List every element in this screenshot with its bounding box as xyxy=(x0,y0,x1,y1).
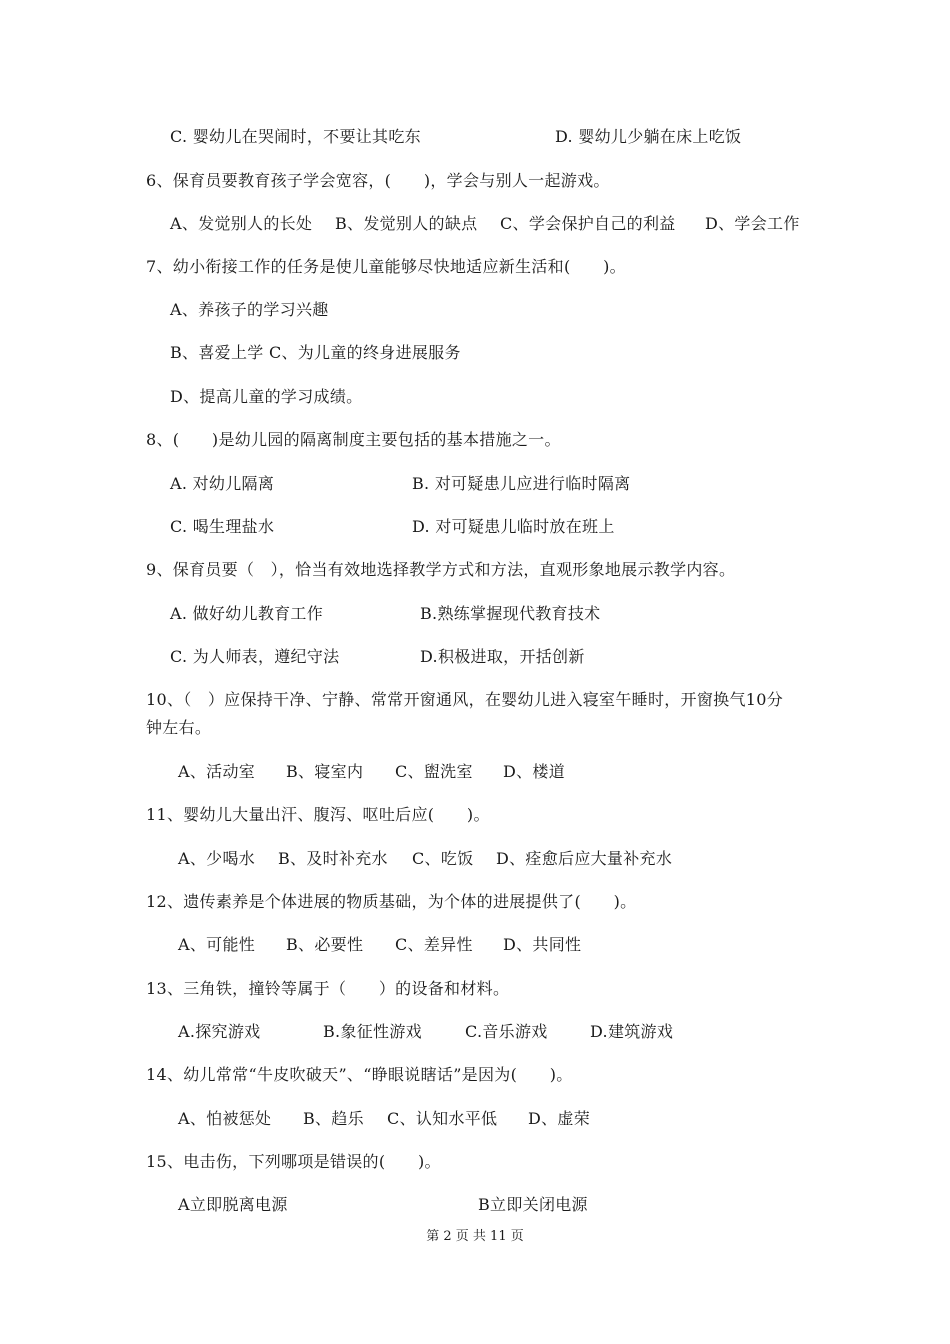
option-text: A、养孩子的学习兴趣 xyxy=(170,300,329,319)
page-footer: 第 2 页 共 11 页 xyxy=(426,1229,524,1244)
option-text: B.熟练掌握现代教育技术 xyxy=(420,604,601,623)
option-text: C、盥洗室 xyxy=(395,762,473,781)
question-text: 9、保育员要（ ），恰当有效地选择教学方式和方法，直观形象地展示教学内容。 xyxy=(146,560,736,579)
question-text: 10、（ ）应保持干净、宁静、常常开窗通风，在婴幼儿进入寝室午睡时，开窗换气10分 xyxy=(146,690,784,709)
option-text: B、必要性 xyxy=(286,935,364,954)
option-text: C.音乐游戏 xyxy=(465,1022,548,1041)
option-text: B.象征性游戏 xyxy=(323,1022,422,1041)
option-text: A、少喝水 xyxy=(178,849,256,868)
option-text: C. 喝生理盐水 xyxy=(170,517,275,536)
question-text: 7、幼小衔接工作的任务是使儿童能够尽快地适应新生活和( )。 xyxy=(146,257,626,276)
question-text: 11、婴幼儿大量出汗、腹泻、呕吐后应( )。 xyxy=(146,805,490,824)
option-text: A、活动室 xyxy=(178,762,256,781)
option-text: D. 对可疑患儿临时放在班上 xyxy=(412,517,615,536)
option-text: B立即关闭电源 xyxy=(478,1195,588,1214)
option-text: A、怕被惩处 xyxy=(178,1109,272,1128)
question-text: 6、保育员要教育孩子学会宽容，( )，学会与别人一起游戏。 xyxy=(146,171,610,190)
option-text: A.探究游戏 xyxy=(178,1022,261,1041)
option-text: A立即脱离电源 xyxy=(178,1195,288,1214)
option-text: A. 对幼儿隔离 xyxy=(170,474,275,493)
option-text: B、发觉别人的缺点 xyxy=(335,214,478,233)
option-text: B、趋乐 xyxy=(303,1109,364,1128)
option-text: C. 为人师表，遵纪守法 xyxy=(170,647,340,666)
option-text: C. 婴幼儿在哭闹时，不要让其吃东 xyxy=(170,127,421,146)
option-text: D、学会工作 xyxy=(705,214,800,233)
option-text: D、楼道 xyxy=(503,762,566,781)
option-text: C、差异性 xyxy=(395,935,473,954)
option-text: B、及时补充水 xyxy=(278,849,388,868)
option-text: B. 对可疑患儿应进行临时隔离 xyxy=(412,474,631,493)
question-text: 8、( )是幼儿园的隔离制度主要包括的基本措施之一。 xyxy=(146,430,561,449)
option-text: D、共同性 xyxy=(503,935,582,954)
question-text: 14、幼儿常常“牛皮吹破天”、“睁眼说瞎话”是因为( )。 xyxy=(146,1065,573,1084)
option-text: A. 做好幼儿教育工作 xyxy=(170,604,324,623)
option-text: D. 婴幼儿少躺在床上吃饭 xyxy=(555,127,742,146)
option-text: D、痊愈后应大量补充水 xyxy=(496,849,673,868)
option-text: D、虚荣 xyxy=(528,1109,591,1128)
question-text: 15、电击伤，下列哪项是错误的( )。 xyxy=(146,1152,441,1171)
option-text: B、喜爱上学 C、为儿童的终身进展服务 xyxy=(170,343,461,362)
question-text: 13、三角铁，撞铃等属于（ ）的设备和材料。 xyxy=(146,979,510,998)
question-text: 钟左右。 xyxy=(146,718,212,737)
option-text: C、吃饭 xyxy=(412,849,474,868)
option-text: D.建筑游戏 xyxy=(590,1022,674,1041)
option-text: C、学会保护自己的利益 xyxy=(500,214,676,233)
question-text: 12、遗传素养是个体进展的物质基础，为个体的进展提供了( )。 xyxy=(146,892,637,911)
option-text: D.积极进取，开括创新 xyxy=(420,647,585,666)
option-text: D、提高儿童的学习成绩。 xyxy=(170,387,363,406)
option-text: C、认知水平低 xyxy=(387,1109,498,1128)
option-text: A、发觉别人的长处 xyxy=(170,214,313,233)
option-text: A、可能性 xyxy=(178,935,256,954)
option-text: B、寝室内 xyxy=(286,762,364,781)
